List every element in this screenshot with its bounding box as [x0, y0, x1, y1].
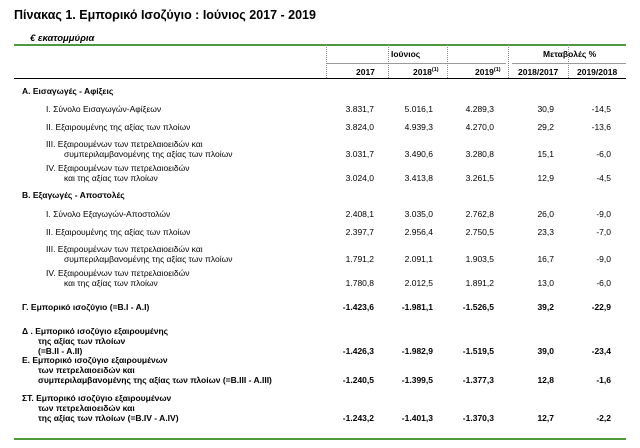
header-2018: 2018$^{(1)}$	[413, 67, 439, 77]
row-value: 13,0	[537, 278, 554, 288]
header-rule	[14, 78, 626, 79]
row-label: της αξίας των πλοίων	[38, 336, 126, 346]
header-change: Μεταβολές %	[543, 49, 597, 59]
page-title: Πίνακας 1. Εμπορικό Ισοζύγιο : Ιούνιος 2017 - 2019	[14, 8, 316, 22]
row-value: -9,0	[596, 209, 611, 219]
row-label: IV. Εξαιρουμένων των πετρελαιοειδών	[46, 163, 190, 173]
row-value: -2,2	[596, 413, 611, 423]
bottom-rule	[14, 438, 626, 440]
row-value: -1.399,5	[401, 375, 433, 385]
row-label: ΙΙΙ. Εξαιρουμένων των πετρελαιοειδών και	[46, 139, 203, 149]
row-label: Ε. Εμπορικό ισοζύγιο εξαιρουμένων	[22, 355, 168, 365]
row-value: 30,9	[537, 104, 554, 114]
row-value: -1.370,3	[462, 413, 494, 423]
row-value: -7,0	[596, 227, 611, 237]
row-value: 3.261,5	[465, 173, 494, 183]
row-value: 23,3	[537, 227, 554, 237]
row-value: 29,2	[537, 122, 554, 132]
row-label: Γ. Εμπορικό ισοζύγιο (=B.I - A.I)	[22, 302, 150, 312]
row-value: 12,9	[537, 173, 554, 183]
row-value: 5.016,1	[404, 104, 433, 114]
row-value: 3.413,8	[404, 173, 433, 183]
row-value: 3.490,6	[404, 149, 433, 159]
header-2018-2017: 2018/2017	[518, 67, 559, 77]
row-value: -1.981,1	[401, 302, 433, 312]
row-value: 15,1	[537, 149, 554, 159]
row-value: -1.240,5	[342, 375, 374, 385]
row-value: 4.289,3	[465, 104, 494, 114]
section-label: Β. Εξαγωγές - Αποστολές	[22, 190, 125, 200]
row-value: 26,0	[537, 209, 554, 219]
row-label: IV. Εξαιρουμένων των πετρελαιοειδών	[46, 268, 190, 278]
row-value: -14,5	[591, 104, 611, 114]
row-label: και της αξίας των πλοίων	[64, 278, 158, 288]
row-label: των πετρελαιοειδών και	[38, 365, 135, 375]
row-value: 16,7	[537, 254, 554, 264]
col-divider	[508, 44, 509, 78]
row-value: 2.091,1	[404, 254, 433, 264]
section-label: Α. Εισαγωγές - Αφίξεις	[22, 86, 114, 96]
row-value: -1.243,2	[342, 413, 374, 423]
row-value: 39,2	[537, 302, 554, 312]
row-value: 2.750,5	[465, 227, 494, 237]
row-value: 1.780,8	[345, 278, 374, 288]
row-value: 2.956,4	[404, 227, 433, 237]
row-value: -1.401,3	[401, 413, 433, 423]
row-value: -1.982,9	[401, 346, 433, 356]
row-value: 2.408,1	[345, 209, 374, 219]
row-value: -22,9	[591, 302, 611, 312]
row-value: 2.762,8	[465, 209, 494, 219]
row-value: -4,5	[596, 173, 611, 183]
row-value: 3.031,7	[345, 149, 374, 159]
row-value: -1.526,5	[462, 302, 494, 312]
row-value: -1.426,3	[342, 346, 374, 356]
col-divider	[388, 44, 389, 78]
row-value: 3.280,8	[465, 149, 494, 159]
row-value: -1,6	[596, 375, 611, 385]
col-divider	[326, 44, 327, 78]
row-value: 4.939,3	[404, 122, 433, 132]
row-value: 12,7	[537, 413, 554, 423]
row-value: 1.791,2	[345, 254, 374, 264]
row-value: 3.024,0	[345, 173, 374, 183]
header-2019: 2019$^{(1)}$	[475, 67, 501, 77]
header-2017: 2017	[356, 67, 375, 77]
row-label: Ι. Σύνολο Εξαγωγών-Αποστολών	[46, 209, 171, 219]
row-label: συμπεριλαμβανομένης της αξίας των πλοίων	[64, 149, 233, 159]
row-label: (=B.II - A.II)	[38, 346, 83, 356]
row-label: και της αξίας των πλοίων	[64, 173, 158, 183]
change-underline	[512, 63, 626, 64]
row-label: συμπεριλαμβανομένης της αξίας των πλοίων (=B.III - A.III)	[38, 375, 272, 385]
row-value: 3.824,0	[345, 122, 374, 132]
june-underline	[326, 63, 506, 64]
row-label: της αξίας των πλοίων (=B.IV - A.IV)	[38, 413, 179, 423]
row-label: ΣΤ. Εμπορικό ισοζύγιο εξαιρουμένων	[22, 393, 172, 403]
row-value: 3.831,7	[345, 104, 374, 114]
row-label: ΙΙ. Εξαιρουμένης της αξίας των πλοίων	[46, 122, 191, 132]
row-label: συμπεριλαμβανομένης της αξίας των πλοίων	[64, 254, 233, 264]
row-label: των πετρελαιοειδών και	[38, 403, 135, 413]
row-value: 1.891,2	[465, 278, 494, 288]
row-value: 39,0	[537, 346, 554, 356]
top-rule	[14, 44, 626, 46]
unit-label: € εκατομμύρια	[30, 33, 95, 44]
row-value: -6,0	[596, 278, 611, 288]
row-value: -23,4	[591, 346, 611, 356]
row-value: -13,6	[591, 122, 611, 132]
row-value: 2.397,7	[345, 227, 374, 237]
header-2019-2018: 2019/2018	[577, 67, 618, 77]
row-value: 4.270,0	[465, 122, 494, 132]
row-label: Δ . Εμπορικό ισοζύγιο εξαιρουμένης	[22, 326, 169, 336]
row-value: -1.377,3	[462, 375, 494, 385]
row-value: 12,8	[537, 375, 554, 385]
row-label: ΙΙ. Εξαιρουμένης της αξίας των πλοίων	[46, 227, 191, 237]
row-value: -1.519,5	[462, 346, 494, 356]
row-label: ΙΙΙ. Εξαιρουμένων των πετρελαιοειδών και	[46, 244, 203, 254]
header-june: Ιούνιος	[391, 49, 421, 59]
row-value: -9,0	[596, 254, 611, 264]
row-value: -1.423,6	[342, 302, 374, 312]
row-value: -6,0	[596, 149, 611, 159]
row-value: 3.035,0	[404, 209, 433, 219]
col-divider	[447, 44, 448, 78]
row-value: 1.903,5	[465, 254, 494, 264]
row-label: Ι. Σύνολο Εισαγωγών-Αφίξεων	[46, 104, 162, 114]
row-value: 2.012,5	[404, 278, 433, 288]
